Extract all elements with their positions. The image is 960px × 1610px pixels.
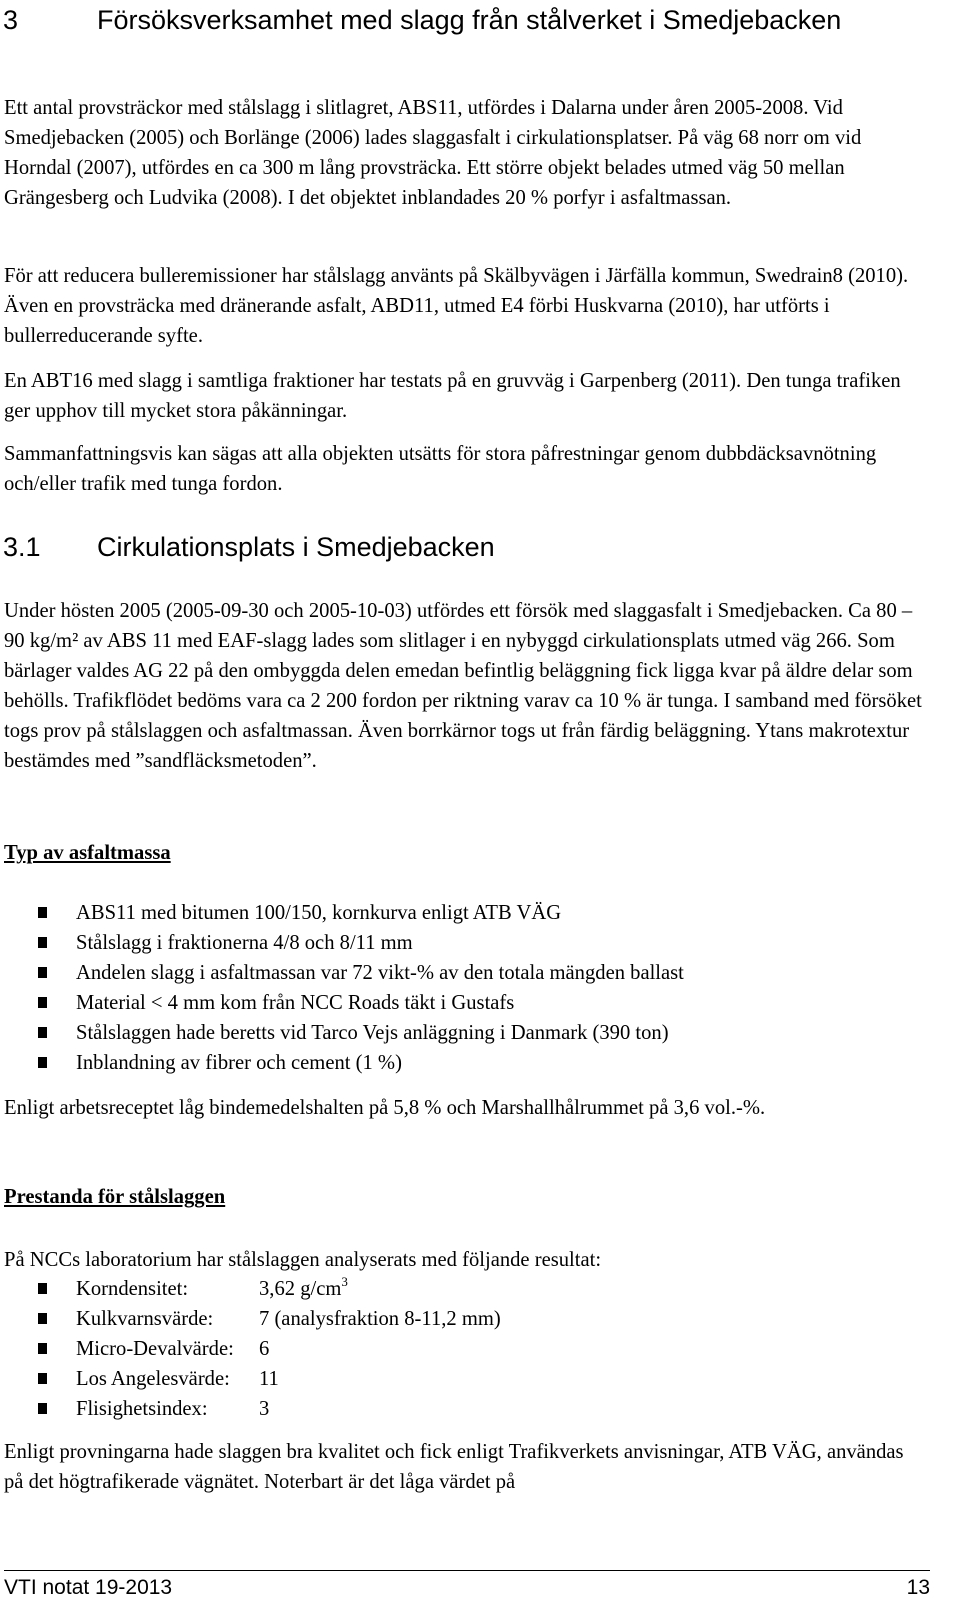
paragraph-smedjebacken: Under hösten 2005 (2005-09-30 och 2005-10-03) utfördes ett försök med slaggasfalt i Smedjebacken. Ca 80 – 90 kg/m² av ABS 11 med EAF-slagg lades som slitlager i en nybyggd cirkulationsplats utmed väg 266. Som bärlager valdes AG 22 på den ombyggda delen emedan befintlig beläggning fick ligga kvar på äldre delar som behölls. Trafikflödet bedöms vara ca 2 200 fordon per riktning varav ca 10 % är tunga. I samband med försöket togs prov på stålslaggen och asfaltmassan. Även borrkärnor togs ut från färdig beläggning. Ytans makrotextur bestämdes med ”sandfläcksmetoden”. <box>4 600 922 772</box>
page-number: 13 <box>906 1576 930 1599</box>
bullet-square-icon <box>38 997 47 1008</box>
paragraph-provningar: Enligt provningarna hade slaggen bra kvalitet och fick enligt Trafikverkets anvisningar, ATB VÄG, användas på det högtrafikerade vägnätet. Noterbart är det låga värdet på <box>4 1441 904 1493</box>
paragraph-garpenberg: En ABT16 med slagg i samtliga fraktioner har testats på en gruvväg i Garpenberg (2011). Den tunga trafiken ger upphov till mycket stora påkänningar. <box>4 370 901 422</box>
performance-list <box>0 1274 940 1424</box>
list-item: ABS11 med bitumen 100/150, kornkurva enligt ATB VÄG <box>0 898 940 928</box>
paragraph-buller: För att reducera bulleremissioner har stålslagg använts på Skälbyvägen i Järfälla kommun, Swedrain8 (2010). Även en provsträcka med dränerande asfalt, ABD11, utmed E4 förbi Huskvarna (2010), har utförts i bullerreducerande syfte. <box>4 265 909 347</box>
list-item: Los Angelesvärde: 11 <box>0 1364 940 1394</box>
bullet-square-icon <box>38 967 47 978</box>
asphalt-heading: Typ av asfaltmassa <box>4 842 171 864</box>
bullet-square-icon <box>38 1027 47 1038</box>
list-item: Inblandning av fibrer och cement (1 %) <box>0 1048 940 1078</box>
list-item: Material < 4 mm kom från NCC Roads täkt i Gustafs <box>0 988 940 1018</box>
bullet-square-icon <box>38 937 47 948</box>
list-item: Flisighetsindex: 3 <box>0 1394 940 1424</box>
section-title: Försöksverksamhet med slagg från stålverket i Smedjebacken <box>97 5 842 35</box>
bullet-square-icon <box>38 1313 47 1324</box>
paragraph-provstrackor: Ett antal provsträckor med stålslagg i slitlagret, ABS11, utfördes i Dalarna under åren 2005-2008. Vid Smedjebacken (2005) och Borlänge (2006) lades slaggasfalt i cirkulationsplatser. På väg 68 norr om vid Horndal (2007), utfördes en ca 300 m lång provsträcka. Ett större objekt belades utmed väg 50 mellan Grängesberg och Ludvika (2008). I det objektet inblandades 20 % porfyr i asfaltmassan. <box>4 97 862 209</box>
list-item: Stålslaggen hade beretts vid Tarco Vejs anläggning i Danmark (390 ton) <box>0 1018 940 1048</box>
asphalt-list <box>0 898 940 1078</box>
paragraph-arbetsrecept: Enligt arbetsreceptet låg bindemedelshalten på 5,8 % och Marshallhålrummet på 3,6 vol.-%. <box>4 1097 766 1119</box>
list-item: Stålslagg i fraktionerna 4/8 och 8/11 mm <box>0 928 940 958</box>
bullet-square-icon <box>38 1343 47 1354</box>
list-item: Korndensitet: 3,62 $g/cm^3$ <box>0 1274 940 1304</box>
subsection-number: 3.1 <box>3 532 41 562</box>
bullet-square-icon <box>38 1057 47 1068</box>
footer-divider <box>4 1570 930 1571</box>
performance-heading: Prestanda för stålslaggen <box>4 1186 226 1208</box>
list-item: Kulkvarnsvärde: 7 (analysfraktion 8-11,2 mm) <box>0 1304 940 1334</box>
bullet-square-icon <box>38 1403 47 1414</box>
subsection-title: Cirkulationsplats i Smedjebacken <box>97 532 495 562</box>
bullet-square-icon <box>38 1373 47 1384</box>
footer-report-id: VTI notat 19-2013 <box>4 1576 173 1599</box>
bullet-square-icon <box>38 907 47 918</box>
list-item: Andelen slagg i asfaltmassan var 72 vikt-% av den totala mängden ballast <box>0 958 940 988</box>
section-number: 3 <box>3 5 19 35</box>
list-item: Micro-Devalvärde: 6 <box>0 1334 940 1364</box>
paragraph-sammanfattning: Sammanfattningsvis kan sägas att alla objekten utsätts för stora påfrestningar genom dubbdäcksavnötning och/eller trafik med tunga fordon. <box>4 443 877 495</box>
performance-intro: På NCCs laboratorium har stålslaggen analyserats med följande resultat: <box>4 1249 602 1271</box>
bullet-square-icon <box>38 1283 47 1294</box>
